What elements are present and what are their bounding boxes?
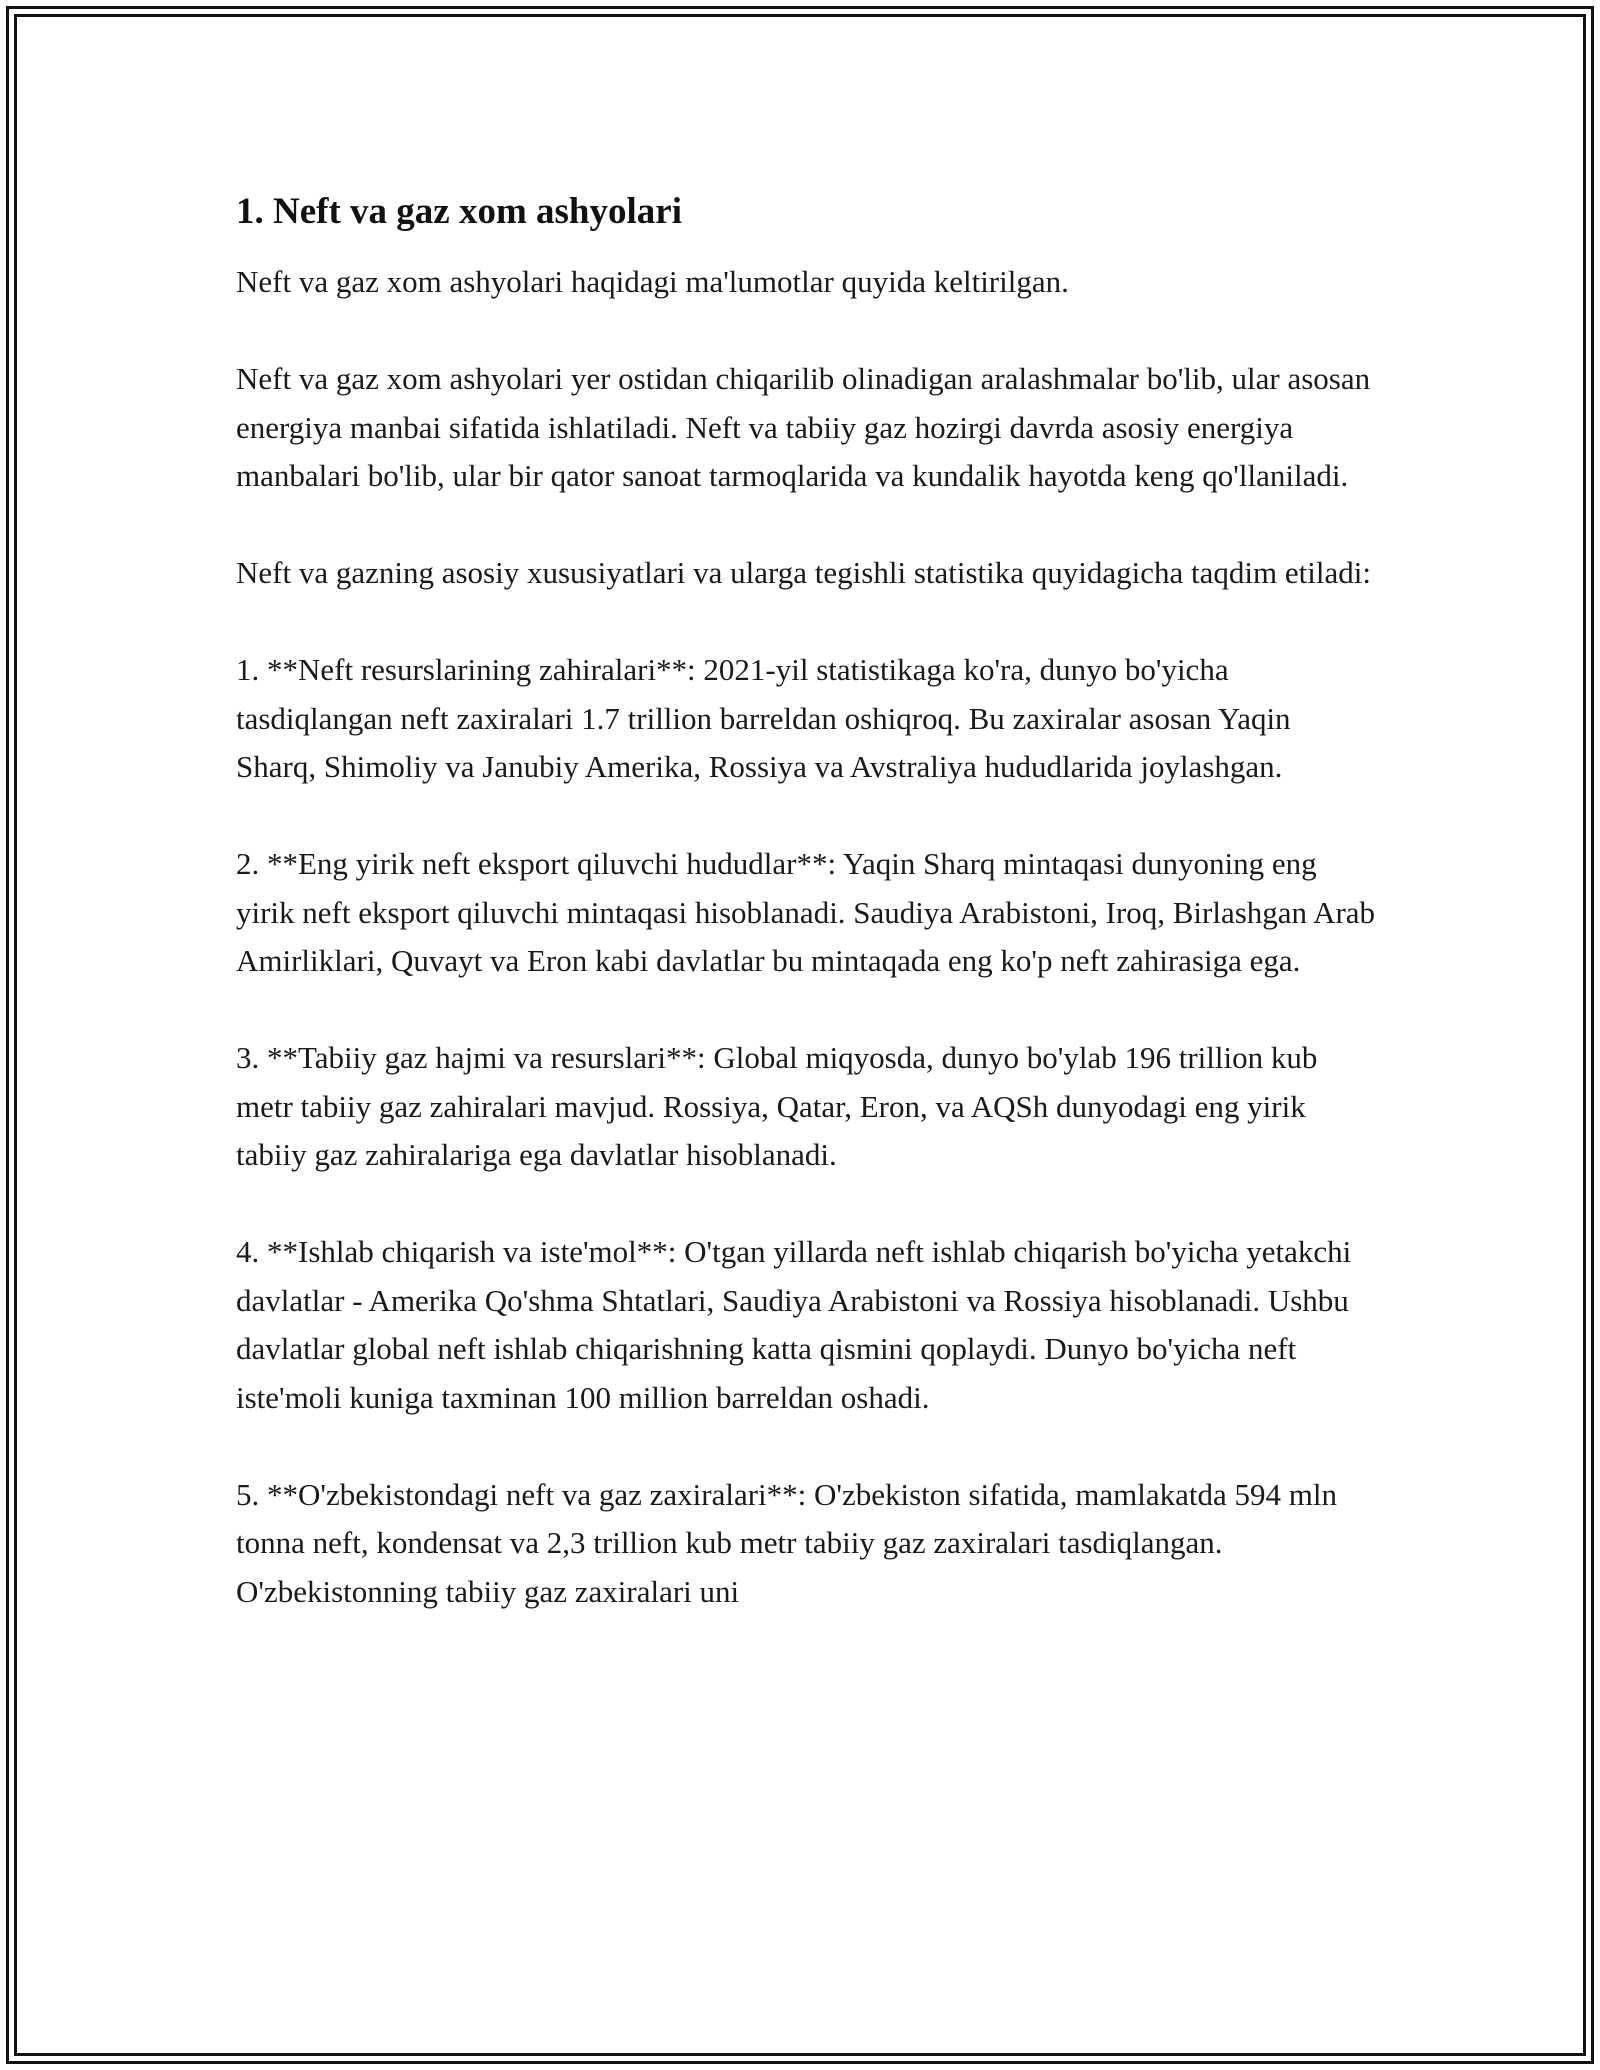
statistics-intro-paragraph: Neft va gazning asosiy xususiyatlari va ularga tegishli statistika quyidagicha taqdim etiladi: (236, 555, 1371, 590)
list-item-oil-reserves: 1. **Neft resurslarining zahiralari**: 2021-yil statistikaga ko'ra, dunyo bo'yicha tasdiqlangan neft zaxiralari 1.7 trillion barreldan oshiqroq. Bu zaxiralar asosan Yaqin Sharq, Shimoliy va Janubiy Amerika, Rossiya va Avstraliya hududlarida joylashgan. (236, 652, 1291, 784)
list-item-natural-gas: 3. **Tabiiy gaz hajmi va resurslari**: Global miqyosda, dunyo bo'ylab 196 trillion kub metr tabiiy gaz zahiralari mavjud. Rossiya, Qatar, Eron, va AQSh dunyodagi eng yirik tabiiy gaz zahiralariga ega davlatlar hisoblanadi. (236, 1040, 1318, 1172)
definition-paragraph: Neft va gaz xom ashyolari yer ostidan chiqarilib olinadigan aralashmalar bo'lib, ular asosan energiya manbai sifatida ishlatiladi. Neft va tabiiy gaz hozirgi davrda asosiy energiya manbalari bo'lib, ular bir qator sanoat tarmoqlarida va kundalik hayotda keng qo'llaniladi. (236, 361, 1371, 493)
document-title: 1. Neft va gaz xom ashyolari (236, 191, 682, 232)
list-item-production-consumption: 4. **Ishlab chiqarish va iste'mol**: O'tgan yillarda neft ishlab chiqarish bo'yicha yetakchi davlatlar - Amerika Qo'shma Shtatlari, Saudiya Arabistoni va Rossiya hisoblanadi. Ushbu davlatlar global neft ishlab chiqarishning katta qismini qoplaydi. Dunyo bo'yicha neft iste'moli kuniga taxminan 100 million barreldan oshadi. (236, 1234, 1352, 1415)
list-item-uzbekistan-reserves: 5. **O'zbekistondagi neft va gaz zaxiralari**: O'zbekiston sifatida, mamlakatda 594 mln tonna neft, kondensat va 2,3 trillion kub metr tabiiy gaz zaxiralari tasdiqlangan. O'zbekistonning tabiiy gaz zaxiralari uni (236, 1476, 1337, 1609)
list-item-oil-exporters: 2. **Eng yirik neft eksport qiluvchi hududlar**: Yaqin Sharq mintaqasi dunyoning eng yirik neft eksport qiluvchi mintaqasi hisoblanadi. Saudiya Arabistoni, Iroq, Birlashgan Arab Amirliklari, Quvayt va Eron kabi davlatlar bu mintaqada eng ko'p neft zahirasiga ega. (236, 846, 1376, 978)
intro-paragraph: Neft va gaz xom ashyolari haqidagi ma'lumotlar quyida keltirilgan. (236, 264, 1069, 299)
document-body (236, 186, 1376, 1665)
